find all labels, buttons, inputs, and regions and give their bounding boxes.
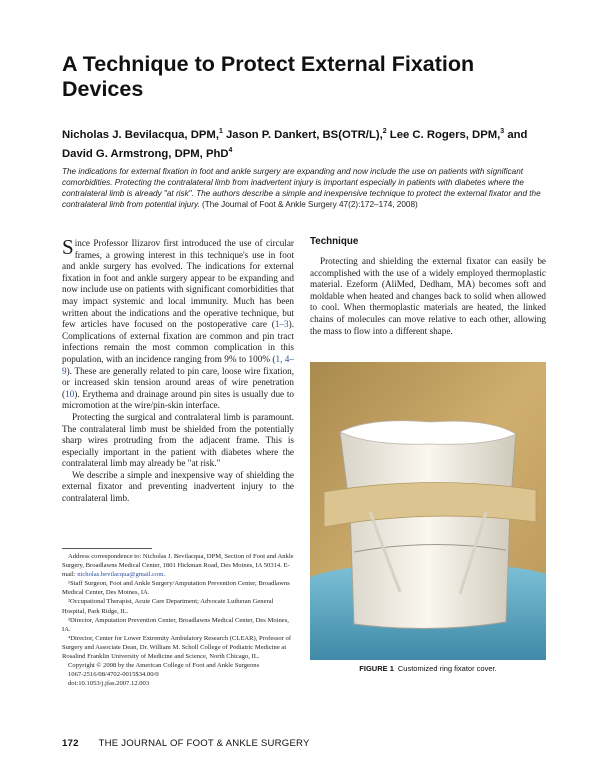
affiliation-note: ²Occupational Therapist, Acute Care Department; Advocate Lutheran General Hospital, Park Ridge, IL. [62, 598, 274, 615]
thermoplastic-cover [340, 421, 516, 629]
technique-paragraph: Protecting and shielding the external fixator can easily be accomplished with the use of a widely employed thermoplastic material. Ezeform (AliMed, Dedham, MA) becomes soft and moldable when heated and changes back to solid when allowed to cool. When thermoplastic materials are heated, the linked chains of molecules can move relative to each other, allowing the mass to flow into a different shape. [310, 256, 546, 336]
body-text: ). Complications of external fixation are common and pin tract infections remain the most common complication in this population, with an incidence ranging from 9% to 100% ( [62, 319, 294, 364]
author-separator: and [504, 128, 528, 141]
author-affiliation-mark: 4 [228, 146, 233, 154]
abstract-text: The indications for external fixation in foot and ankle surgery are expanding and now include the use on patients with significant comorbidities. Protecting the contralateral limb from inadvertent injury is important especially in patients with diabetes where the contralateral limb is already "at risk". The authors describe a simple and inexpensive technique to protect the external fixator and the contralateral limb from potential injury. [62, 167, 541, 209]
abstract [62, 166, 546, 210]
reference-link[interactable]: 1, 4–9 [62, 353, 294, 376]
email-link[interactable]: nicholas.bevilacqua@gmail.com [77, 571, 164, 579]
body-paragraph [62, 235, 294, 412]
journal-citation: (The Journal of Foot & Ankle Surgery 47(2):172–174, 2008) [202, 200, 418, 209]
affiliation-note: ³Director, Amputation Prevention Center, Broadlawns Medical Center, Des Moines, IA. [62, 616, 289, 633]
footnotes [62, 548, 294, 688]
reference-link[interactable]: 1–3 [274, 319, 289, 330]
body-text: ince Professor Ilizarov first introduced the use of circular frames, a growing interest in this technique's use in foot and ankle surgery has evolved. The indications for external fixation in foot and ankle surgery appear to be expanding and now include use on patients with significant comorbidities that may impact systemic and local immunity. Much has been written about the indications and the operative technique, but few articles have focused on the postoperative care ( [62, 238, 294, 330]
caption-text: Customized ring fixator cover. [397, 664, 497, 673]
reference-link[interactable]: 10 [65, 388, 75, 399]
author-name: Nicholas J. Bevilacqua, DPM, [62, 128, 219, 141]
author-list [62, 124, 552, 162]
body-paragraph: We describe a simple and inexpensive way of shielding the external fixator and preventing inadvertent injury to the contralateral limb. [62, 469, 294, 504]
issn-note: 1067-2516/08/4702-0015$34.00/0 [68, 671, 159, 679]
left-column [62, 235, 294, 505]
doi-link[interactable]: doi:10.1053/j.jfas.2007.12.003 [68, 680, 150, 688]
author-affiliation-mark: 1 [218, 128, 223, 135]
affiliation-note: ¹Staff Surgeon, Foot and Ankle Surgery/Amputation Prevention Center, Broadlawns Medical Center, Des Moines, IA. [62, 580, 290, 597]
body-paragraph: Protecting the surgical and contralateral limb is paramount. The contralateral limb must be shielded from the potentially sharp wires protruding from the adjacent frame. This is especially important in the patient with diabetes where the contralateral limb may already be "at risk." [62, 411, 294, 469]
author-affiliation-mark: 3 [500, 128, 505, 135]
author-affiliation-mark: 2 [382, 128, 387, 135]
author-name: Jason P. Dankert, BS(OTR/L), [226, 128, 383, 141]
page-number: 172 [62, 738, 79, 749]
body-text: ). Erythema and drainage around pin sites is usually due to micromotion at the wire/pin-skin interface. [62, 388, 294, 411]
section-heading: Technique [310, 236, 359, 247]
author-name: David G. Armstrong, DPM, PhD [62, 147, 229, 160]
figure-label: FIGURE 1 [359, 664, 394, 673]
figure-photo [310, 362, 546, 660]
drop-cap: S [62, 235, 74, 259]
correspondence-text: Address correspondence to: Nicholas J. Bevilacqua, DPM, Section of Foot and Ankle Surgery, Broadlawns Medical Center, 1801 Hickman Road, Des Moines, IA 50314. E-mail: [62, 553, 294, 579]
fixator-cover-photo [310, 362, 546, 660]
body-text: ). These are generally related to pin care, loose wire fixation, or increased skin tension around areas of wire penetration ( [62, 365, 294, 399]
copyright-note: Copyright © 2008 by the American College of Foot and Ankle Surgeons [68, 662, 260, 670]
footnote-divider [62, 548, 152, 549]
affiliation-note: ⁴Director, Center for Lower Extremity Ambulatory Research (CLEAR), Professor of Surgery and Associate Dean, Dr. William M. Scholl College of Podiatric Medicine at Rosalind Franklin University of Medicine and Science, North Chicago, IL. [62, 634, 292, 661]
page-footer [62, 738, 546, 749]
article-title: A Technique to Protect External Fixation Devices [62, 52, 475, 101]
figure-caption [310, 664, 546, 673]
correspondence-note: Address correspondence to: Nicholas J. Bevilacqua, DPM, Section of Foot and Ankle Surgery, Broadlawns Medical Center, 1801 Hickman Road, Des Moines, IA 50314. E-mail: nicholas.bevilacqua@gmail.com. [62, 553, 294, 579]
journal-name: THE JOURNAL OF FOOT & ANKLE SURGERY [98, 738, 310, 749]
author-name: Lee C. Rogers, DPM, [389, 128, 501, 141]
